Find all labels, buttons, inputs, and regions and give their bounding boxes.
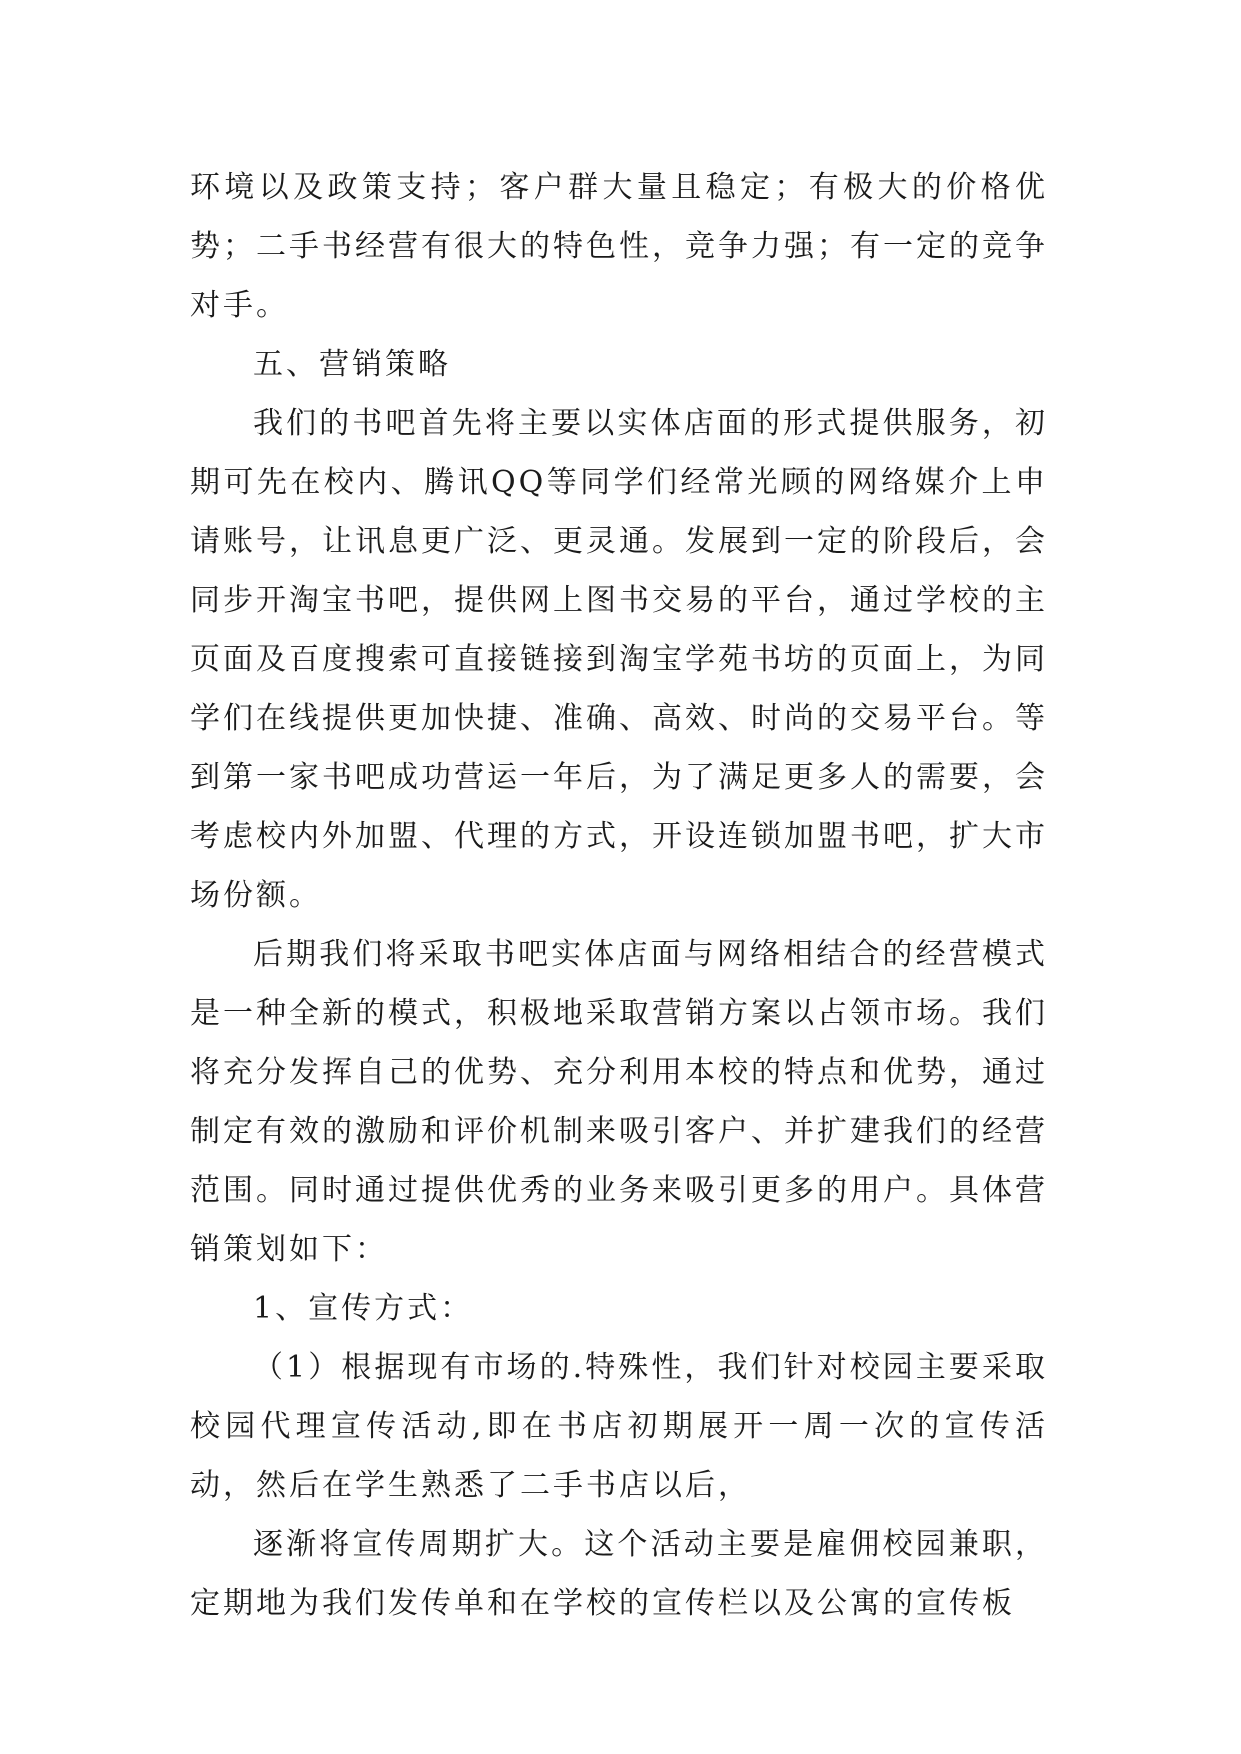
paragraph: （1）根据现有市场的.特殊性，我们针对校园主要采取校园代理宣传活动,即在书店初期展开一周一次的宣传活动，然后在学生熟悉了二手书店以后， bbox=[190, 1350, 1048, 1503]
paragraph: 环境以及政策支持；客户群大量且稳定；有极大的价格优势；二手书经营有很大的特色性，竞争力强；有一定的竞争对手。 bbox=[190, 170, 1048, 323]
subsection-heading: 1、宣传方式： bbox=[253, 1291, 474, 1326]
document-body bbox=[190, 158, 1048, 1633]
section-heading: 五、营销策略 bbox=[253, 347, 451, 382]
paragraph: 我们的书吧首先将主要以实体店面的形式提供服务，初期可先在校内、腾讯QQ等同学们经常光顾的网络媒介上申请账号，让讯息更广泛、更灵通。发展到一定的阶段后，会同步开淘宝书吧，提供网上图书交易的平台，通过学校的主页面及百度搜索可直接链接到淘宝学苑书坊的页面上，为同学们在线提供更加快捷、准确、高效、时尚的交易平台。等到第一家书吧成功营运一年后，为了满足更多人的需要，会考虑校内外加盟、代理的方式，开设连锁加盟书吧，扩大市场份额。 bbox=[190, 406, 1048, 913]
paragraph: 逐渐将宣传周期扩大。这个活动主要是雇佣校园兼职，定期地为我们发传单和在学校的宣传栏以及公寓的宣传板 bbox=[190, 1527, 1048, 1621]
paragraph: 后期我们将采取书吧实体店面与网络相结合的经营模式是一种全新的模式，积极地采取营销方案以占领市场。我们将充分发挥自己的优势、充分利用本校的特点和优势，通过制定有效的激励和评价机制来吸引客户、并扩建我们的经营范围。同时通过提供优秀的业务来吸引更多的用户。具体营销策划如下： bbox=[190, 937, 1048, 1267]
